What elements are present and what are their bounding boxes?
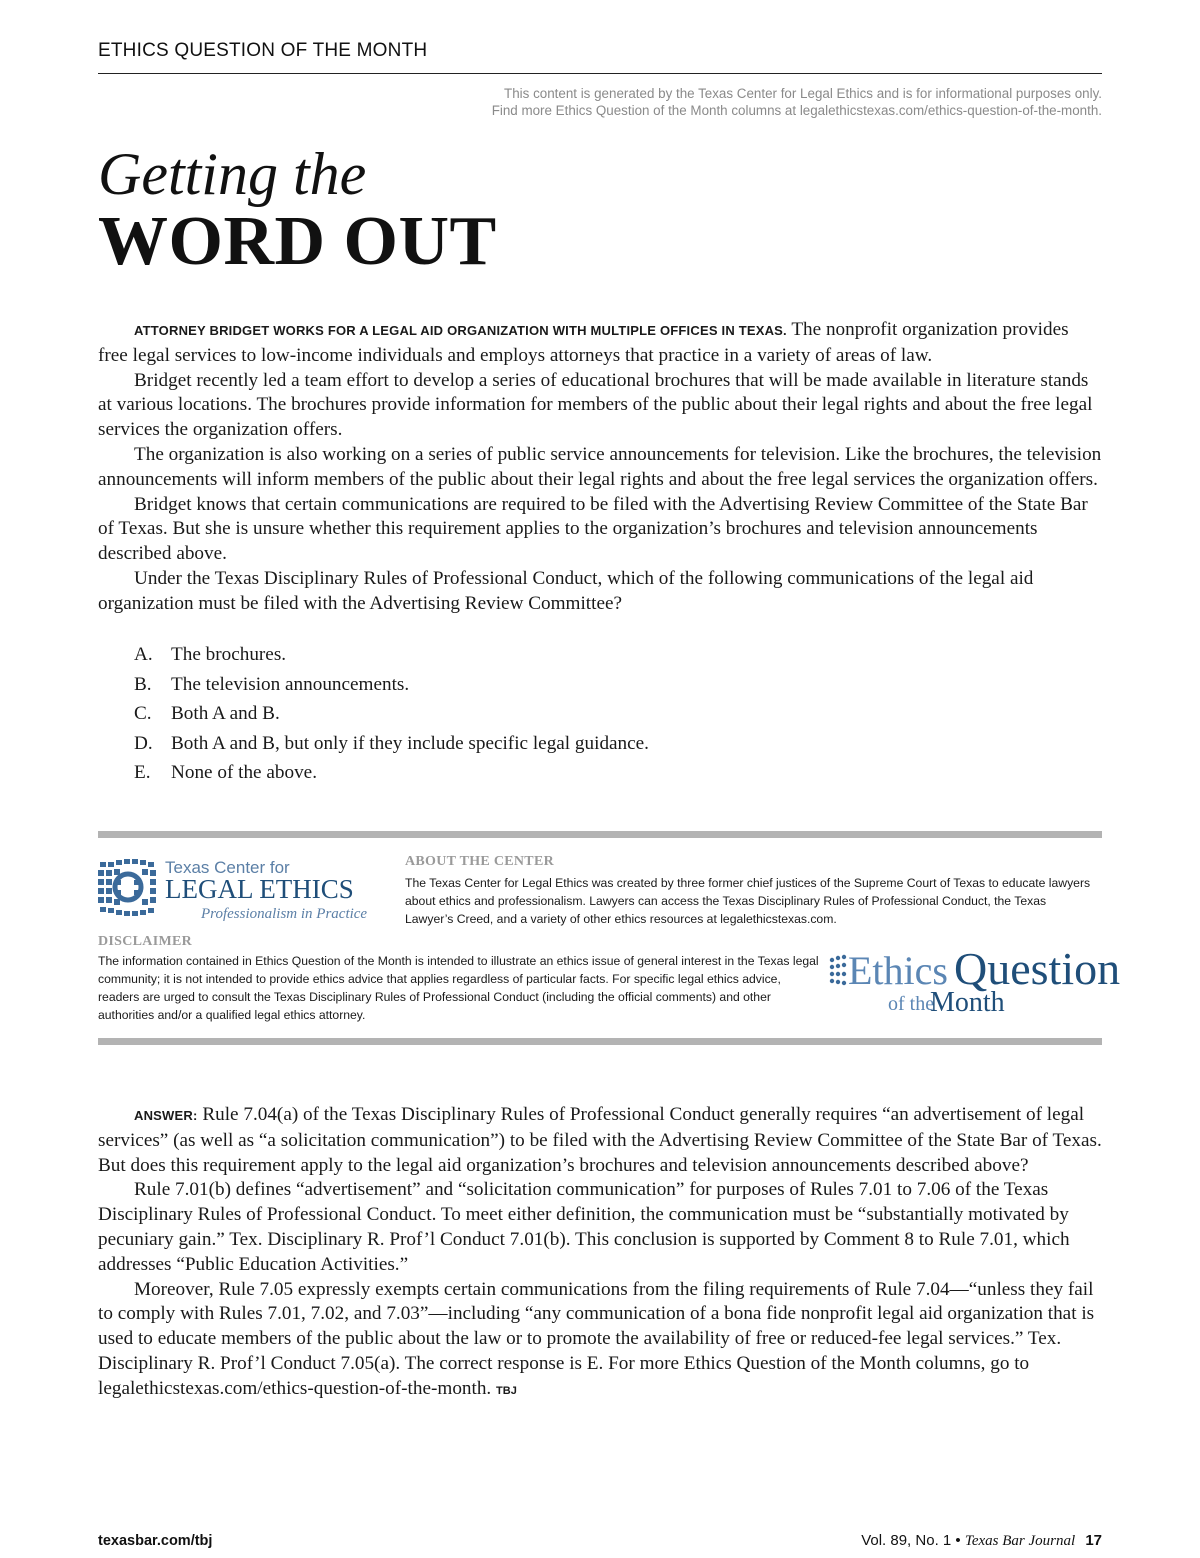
about-heading: ABOUT THE CENTER xyxy=(405,854,554,869)
end-mark: TBJ xyxy=(496,1384,517,1397)
disclaimer-heading: DISCLAIMER xyxy=(98,934,193,949)
option-text: Both A and B. xyxy=(171,703,280,724)
answer-body xyxy=(98,1103,1102,1404)
footer-volume: Vol. 89, No. 1 xyxy=(861,1532,952,1549)
source-notice-line-1: This content is generated by the Texas Center for Legal Ethics and is for informational purposes only. xyxy=(504,86,1102,101)
logo-word-ethics: Ethics xyxy=(848,948,948,993)
question-paragraph: Bridget recently led a team effort to develop a series of educational brochures that will be made available in literature stands at various locations. The brochures provide information for members of the public about their legal rights and about the free legal services the organization offers. xyxy=(98,369,1093,441)
answer-paragraph-text: Moreover, Rule 7.05 expressly exempts certain communications from the filing requirements of Rule 7.04—“unless they fail to comply with Rules 7.01, 7.02, and 7.03”—including “any communication of a bona fide nonprofit legal aid organization that is used to educate members of the public about the law or to promote the availability of free or reduced-fee legal services.” Tex. Disciplinary R. Prof’l Conduct 7.05(a). The correct response is E. For more Ethics Question of the Month columns, go to legalethicstexas.com/ethics-question-of-the-month. xyxy=(98,1278,1095,1399)
logo-word-question: Question xyxy=(954,943,1121,994)
option-letter: E. xyxy=(134,762,151,783)
dotted-globe-icon xyxy=(830,955,846,985)
question-paragraph xyxy=(98,318,1102,369)
article-title-bold: WORD OUT xyxy=(98,203,497,280)
about-text: The Texas Center for Legal Ethics was created by three former chief justices of the Supreme Court of Texas to educate lawyers about ethics and professionalism. Lawyers can access the Texas Disciplinary Rules of Professional Conduct, the Texas Lawyer’s Creed, and a variety of other ethics resources at legalethicstexas.com. xyxy=(405,876,1091,926)
logo-word-month: Month xyxy=(930,987,1005,1018)
question-paragraph: The organization is also working on a series of public service announcements for television. Like the brochures, the television announcements will inform members of the public about their legal rights and about the free legal services the organization offers. xyxy=(98,443,1102,490)
logo-words-of-the: of the xyxy=(888,993,935,1015)
question-paragraph: Under the Texas Disciplinary Rules of Professional Conduct, which of the following communications of the legal aid organization must be filed with the Advertising Review Committee? xyxy=(98,567,1034,614)
option-letter: D. xyxy=(134,732,153,754)
logo-line-3: Professionalism in Practice xyxy=(201,906,368,922)
footer-site-link[interactable]: texasbar.com/tbj xyxy=(98,1533,213,1549)
source-notice xyxy=(302,85,1102,119)
capitol-dome-icon xyxy=(98,859,156,916)
answer-lead-in: ANSWER: xyxy=(134,1108,198,1123)
section-label: ETHICS QUESTION OF THE MONTH xyxy=(98,40,428,61)
question-paragraph: Bridget knows that certain communications are required to be filed with the Advertising Review Committee of the State Bar of Texas. But she is unsure whether this requirement applies to the organization’s brochures and television announcements described above. xyxy=(98,493,1088,565)
article-title-italic: Getting the xyxy=(98,141,367,207)
option-text: None of the above. xyxy=(171,762,317,783)
answer-paragraph: Rule 7.01(b) defines “advertisement” and “solicitation communication” for purposes of Rules 7.01 to 7.06 of the Texas Disciplinary Rules of Professional Conduct. To meet either definition, the communication must be “substantially motivated by pecuniary gain.” Tex. Disciplinary R. Prof’l Conduct 7.01(b). This conclusion is supported by Comment 8 to Rule 7.01, which addresses “Public Education Activities.” xyxy=(98,1179,1070,1275)
answer-options-list xyxy=(134,640,1034,788)
answer-paragraph-text: Rule 7.04(a) of the Texas Disciplinary Rules of Professional Conduct generally requires “an advertisement of legal services” (as well as “a solicitation communication”) to be filed with the Advertising Review Committee of the State Bar of Texas. But does this requirement apply to the legal aid organization’s brochures and television announcements described above? xyxy=(98,1104,1102,1176)
answer-option xyxy=(134,699,1034,729)
source-notice-line-2: Find more Ethics Question of the Month columns at legalethicstexas.com/ethics-question-of-the-month. xyxy=(491,103,1102,118)
logo-line-1: Texas Center for xyxy=(165,858,290,877)
option-letter: C. xyxy=(134,703,152,724)
question-lead-in: ATTORNEY BRIDGET WORKS FOR A LEGAL AID ORGANIZATION WITH MULTIPLE OFFICES IN TEXAS. xyxy=(134,323,787,338)
footer-journal-name: Texas Bar Journal xyxy=(964,1533,1076,1549)
option-text: The brochures. xyxy=(171,644,287,665)
info-box-top-rule xyxy=(98,831,1102,838)
footer-bullet: • xyxy=(955,1532,961,1549)
answer-option xyxy=(134,758,1034,788)
answer-option xyxy=(134,729,1034,759)
info-box-bottom-rule xyxy=(98,1038,1102,1045)
question-paragraph-text: The nonprofit organization provides free legal services to low-income individuals and employs attorneys that practice in a variety of areas of law. xyxy=(98,319,1069,366)
footer-page-number: 17 xyxy=(1085,1532,1102,1549)
answer-option xyxy=(134,670,1034,700)
texas-center-legal-ethics-logo xyxy=(98,856,380,920)
answer-paragraph xyxy=(98,1103,1102,1178)
option-text: The television announcements. xyxy=(171,673,410,695)
option-letter: B. xyxy=(134,673,152,695)
option-text: Both A and B, but only if they include specific legal guidance. xyxy=(171,732,649,754)
answer-paragraph xyxy=(98,1278,1102,1404)
ethics-question-of-the-month-logo xyxy=(828,938,1121,1018)
footer-issue-info xyxy=(861,1532,1102,1550)
disclaimer-text: The information contained in Ethics Question of the Month is intended to illustrate an ethics issue of general interest in the Texas legal community; it is not intended to provide ethics advice that applies regardless of particular facts. For specific legal ethics advice, readers are urged to consult the Texas Disciplinary Rules of Professional Conduct (including the official comments) and other authorities and/or a qualified legal ethics attorney. xyxy=(98,954,819,1022)
logo-line-2: LEGAL ETHICS xyxy=(165,874,354,904)
option-letter: A. xyxy=(134,644,153,665)
question-body xyxy=(98,318,1102,617)
header-divider xyxy=(98,73,1102,74)
answer-option xyxy=(134,640,1034,670)
